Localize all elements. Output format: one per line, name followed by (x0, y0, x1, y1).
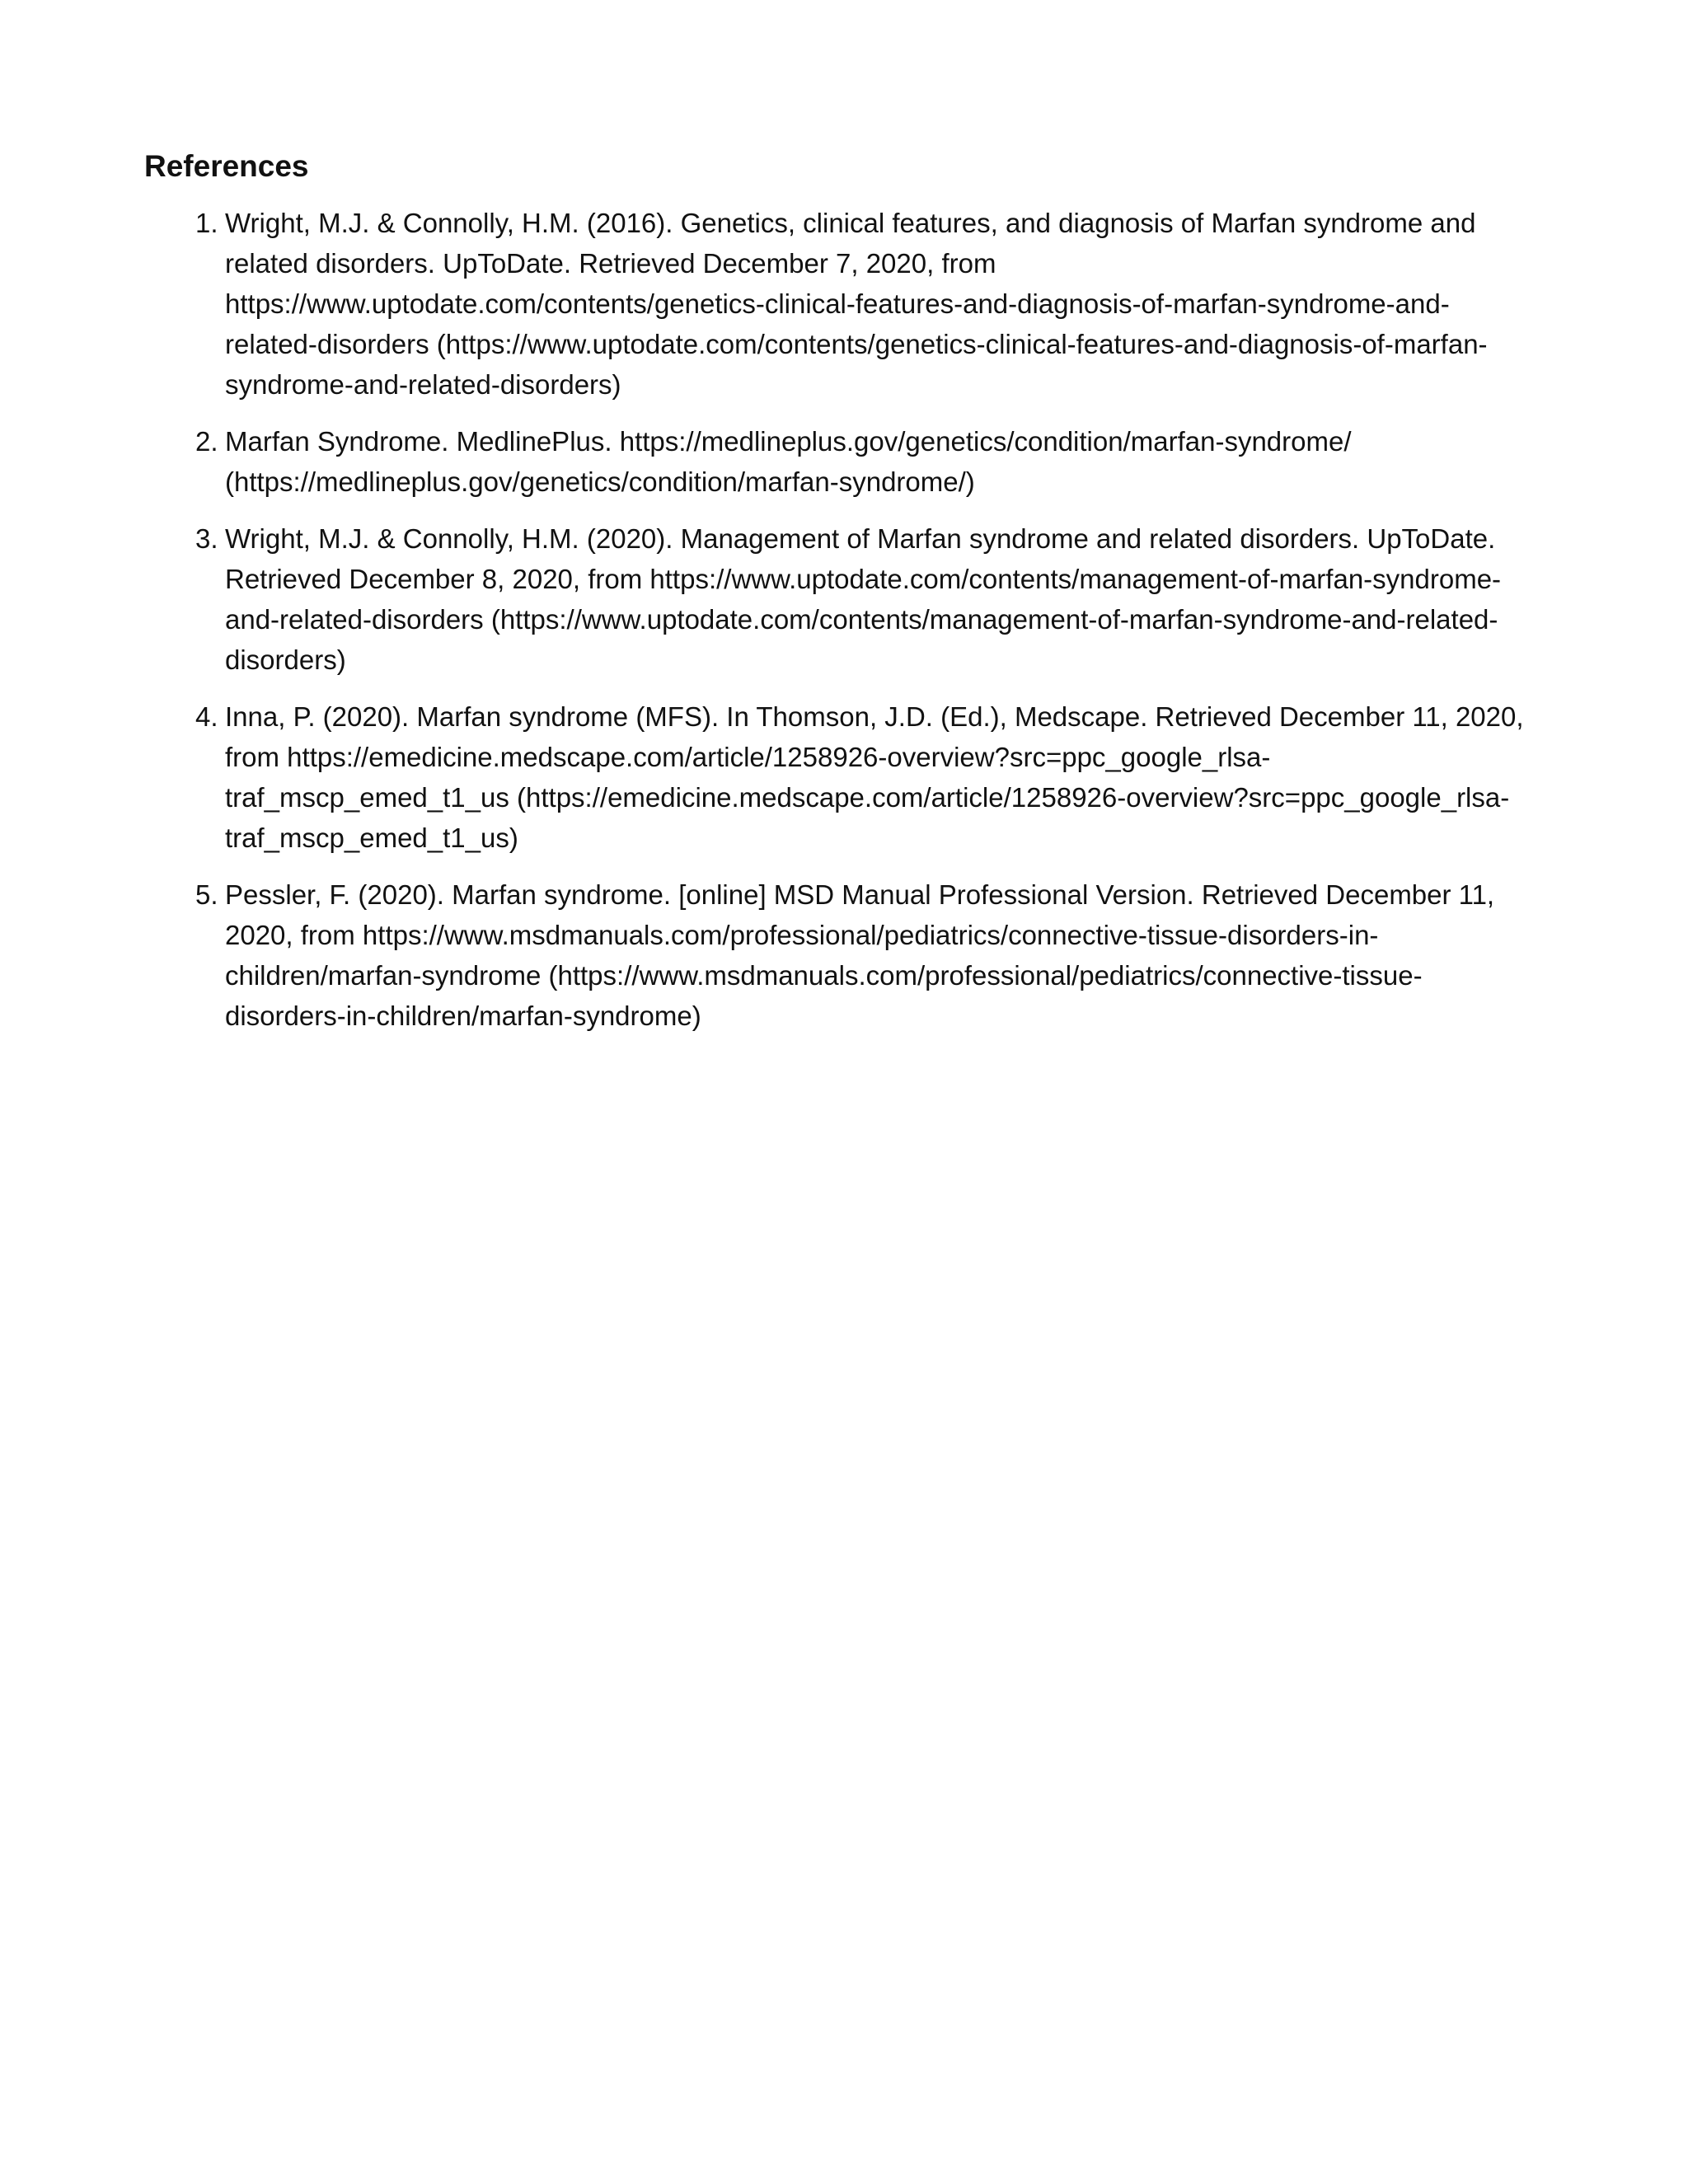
reference-number: 5. (195, 879, 218, 910)
reference-item (144, 421, 1527, 502)
reference-text: Inna, P. (2020). Marfan syndrome (MFS). In Thomson, J.D. (Ed.), Medscape. Retrieved December 11, 2020, from https://emedicine.medscape.com/article/1258926-overview?src=ppc_google_rlsa-traf_mscp_emed_t1_us (https://emedicine.medscape.com/article/1258926-overview?src=ppc_google_rlsa-traf_mscp_emed_t1_us) (225, 701, 1524, 853)
reference-text: Wright, M.J. & Connolly, H.M. (2020). Management of Marfan syndrome and related disorders. UpToDate. Retrieved December 8, 2020, from https://www.uptodate.com/contents/management-of-marfan-syndrome-and-related-disorders (https://www.uptodate.com/contents/management-of-marfan-syndrome-and-related-disorders) (225, 523, 1502, 675)
reference-item (144, 203, 1527, 405)
reference-number: 4. (195, 701, 218, 732)
references-section (144, 142, 1545, 1052)
reference-item (144, 696, 1527, 858)
reference-item (144, 518, 1527, 680)
reference-item (144, 874, 1527, 1036)
reference-text: Marfan Syndrome. MedlinePlus. https://medlineplus.gov/genetics/condition/marfan-syndrome/ (https://medlineplus.gov/genetics/condition/marfan-syndrome/) (225, 426, 1352, 497)
reference-number: 2. (195, 426, 218, 457)
references-heading: References (144, 149, 309, 183)
reference-list (144, 203, 1545, 1036)
reference-text: Pessler, F. (2020). Marfan syndrome. [online] MSD Manual Professional Version. Retrieved December 11, 2020, from https://www.msdmanuals.com/professional/pediatrics/connective-tissue-disorders-in-children/marfan-syndrome (https://www.msdmanuals.com/professional/pediatrics/connective-tissue-disorders-in-children/marfan-syndrome) (225, 879, 1495, 1031)
reference-number: 3. (195, 523, 218, 554)
reference-text: Wright, M.J. & Connolly, H.M. (2016). Genetics, clinical features, and diagnosis of Marfan syndrome and related disorders. UpToDate. Retrieved December 7, 2020, from https://www.uptodate.com/contents/genetics-clinical-features-and-diagnosis-of-marfan-syndrome-and-related-disorders (https://www.uptodate.com/contents/genetics-clinical-features-and-diagnosis-of-marfan-syndrome-and-related-disorders) (225, 208, 1488, 400)
reference-number: 1. (195, 208, 218, 238)
